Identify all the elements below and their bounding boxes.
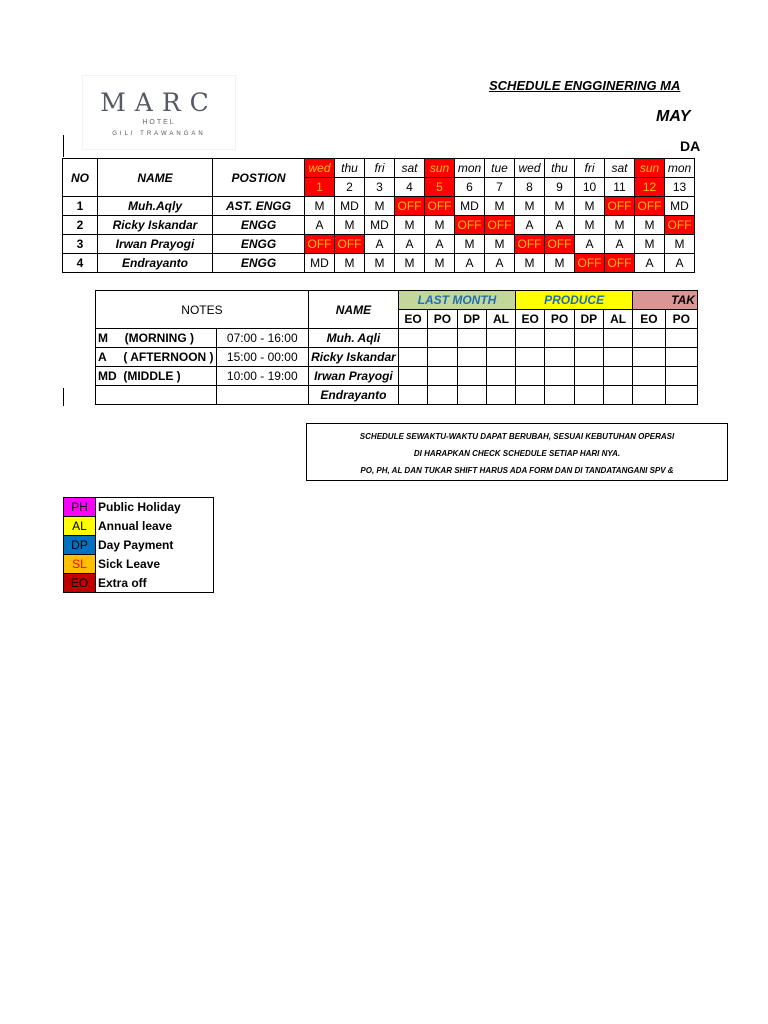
notes-header: NOTES: [96, 291, 309, 329]
shift-cell[interactable]: M: [515, 254, 545, 273]
day-name-cell[interactable]: fri: [365, 159, 395, 178]
shift-cell[interactable]: M: [605, 216, 635, 235]
cell-border-mark: [63, 135, 64, 157]
shift-cell[interactable]: MD: [665, 197, 695, 216]
summary-cell[interactable]: [486, 386, 515, 405]
employee-name-cell[interactable]: Irwan Prayogi: [98, 235, 213, 254]
legend-row: [64, 517, 214, 536]
shift-cell[interactable]: OFF: [605, 197, 635, 216]
summary-cell[interactable]: [428, 367, 457, 386]
shift-cell[interactable]: A: [635, 254, 665, 273]
legend-code: AL: [64, 517, 96, 536]
summary-cell[interactable]: [633, 386, 665, 405]
shift-cell[interactable]: MD: [335, 197, 365, 216]
summary-cell[interactable]: [457, 386, 486, 405]
legend-label: Annual leave: [98, 519, 173, 533]
summary-cell[interactable]: [486, 367, 515, 386]
day-number-cell[interactable]: 12: [635, 178, 665, 197]
shift-cell[interactable]: M: [485, 235, 515, 254]
schedule-table: [62, 158, 695, 273]
summary-cell[interactable]: [398, 329, 427, 348]
subcol-header: PO: [545, 310, 574, 329]
legend-label: Sick Leave: [98, 557, 161, 571]
subcol-header: DP: [574, 310, 603, 329]
schedule-row: [63, 216, 695, 235]
employee-name-cell[interactable]: Ricky Iskandar: [98, 216, 213, 235]
notes-row: [96, 348, 698, 367]
shift-cell[interactable]: A: [545, 216, 575, 235]
notes-group-row: [96, 291, 698, 310]
day-number-cell[interactable]: 10: [575, 178, 605, 197]
shift-label: (MIDDLE ): [123, 369, 181, 383]
shift-cell[interactable]: OFF: [635, 197, 665, 216]
shift-cell[interactable]: A: [575, 235, 605, 254]
row-number-cell[interactable]: 2: [63, 216, 98, 235]
summary-cell[interactable]: [516, 367, 545, 386]
shift-time-cell[interactable]: [216, 386, 308, 405]
shift-cell[interactable]: M: [365, 197, 395, 216]
month-title: MAY: [656, 108, 691, 125]
shift-cell[interactable]: MD: [365, 216, 395, 235]
shift-cell[interactable]: M: [545, 254, 575, 273]
summary-cell[interactable]: [428, 386, 457, 405]
summary-cell[interactable]: [545, 329, 574, 348]
schedule-row: [63, 197, 695, 216]
shift-cell[interactable]: OFF: [545, 235, 575, 254]
notes-row: [96, 329, 698, 348]
subcol-header: PO: [428, 310, 457, 329]
shift-code: A: [98, 350, 107, 364]
shift-cell[interactable]: OFF: [395, 197, 425, 216]
shift-cell[interactable]: M: [395, 216, 425, 235]
shift-definition-cell[interactable]: [96, 348, 217, 367]
day-number-cell[interactable]: 5: [425, 178, 455, 197]
shift-cell[interactable]: M: [575, 216, 605, 235]
summary-cell[interactable]: [398, 348, 427, 367]
day-name-cell[interactable]: sun: [425, 159, 455, 178]
summary-cell[interactable]: [603, 386, 632, 405]
summary-cell[interactable]: [633, 348, 665, 367]
shift-cell[interactable]: A: [365, 235, 395, 254]
summary-cell[interactable]: [603, 329, 632, 348]
schedule-row: [63, 254, 695, 273]
summary-cell[interactable]: [516, 329, 545, 348]
shift-cell[interactable]: M: [545, 197, 575, 216]
summary-cell[interactable]: [665, 329, 697, 348]
legend-code: DP: [64, 536, 96, 555]
summary-cell[interactable]: [603, 367, 632, 386]
shift-cell[interactable]: M: [665, 235, 695, 254]
summary-cell[interactable]: [428, 348, 457, 367]
legend-row: [64, 498, 214, 517]
summary-cell[interactable]: [545, 386, 574, 405]
day-name-cell[interactable]: wed: [305, 159, 335, 178]
shift-time-cell[interactable]: 10:00 - 19:00: [216, 367, 308, 386]
shift-cell[interactable]: OFF: [575, 254, 605, 273]
shift-cell[interactable]: A: [395, 235, 425, 254]
shift-cell[interactable]: M: [395, 254, 425, 273]
summary-cell[interactable]: [574, 386, 603, 405]
shift-cell[interactable]: M: [425, 254, 455, 273]
day-name-cell[interactable]: sat: [395, 159, 425, 178]
shift-cell[interactable]: M: [575, 197, 605, 216]
day-name-cell[interactable]: mon: [665, 159, 695, 178]
day-name-cell[interactable]: mon: [455, 159, 485, 178]
position-cell[interactable]: ENGG: [213, 254, 305, 273]
shift-cell[interactable]: M: [305, 197, 335, 216]
shift-label: ( AFTERNOON ): [123, 350, 214, 364]
shift-cell[interactable]: OFF: [335, 235, 365, 254]
legend-row: [64, 555, 214, 574]
legend-code: EO: [64, 574, 96, 593]
summary-cell[interactable]: [457, 367, 486, 386]
subcol-header: AL: [603, 310, 632, 329]
summary-cell[interactable]: [457, 329, 486, 348]
subcol-header: EO: [633, 310, 665, 329]
schedule-header-row: [63, 159, 695, 178]
shift-cell[interactable]: M: [335, 216, 365, 235]
shift-cell[interactable]: M: [425, 216, 455, 235]
shift-cell[interactable]: A: [305, 216, 335, 235]
shift-cell[interactable]: A: [665, 254, 695, 273]
summary-cell[interactable]: [665, 367, 697, 386]
name-header: NAME: [98, 159, 213, 197]
shift-definition-cell[interactable]: [96, 386, 217, 405]
logo-location-text: GILI TRAWANGAN: [112, 131, 206, 137]
day-number-cell[interactable]: 11: [605, 178, 635, 197]
shift-cell[interactable]: M: [635, 216, 665, 235]
employee-name-cell[interactable]: Muh.Aqly: [98, 197, 213, 216]
summary-cell[interactable]: [545, 367, 574, 386]
legend-table: [63, 497, 214, 593]
shift-cell[interactable]: OFF: [605, 254, 635, 273]
summary-cell[interactable]: [486, 329, 515, 348]
day-number-cell[interactable]: 8: [515, 178, 545, 197]
shift-cell[interactable]: A: [455, 254, 485, 273]
subcol-header: EO: [516, 310, 545, 329]
page-title: SCHEDULE ENGGINERING MA: [489, 78, 681, 93]
shift-cell[interactable]: OFF: [515, 235, 545, 254]
day-name-cell[interactable]: tue: [485, 159, 515, 178]
shift-cell[interactable]: OFF: [455, 216, 485, 235]
legend-code: PH: [64, 498, 96, 517]
day-number-cell[interactable]: 2: [335, 178, 365, 197]
day-name-cell[interactable]: sun: [635, 159, 665, 178]
subcol-header: DP: [457, 310, 486, 329]
summary-cell[interactable]: [398, 367, 427, 386]
day-number-cell[interactable]: 13: [665, 178, 695, 197]
taken-header: TAK: [633, 291, 698, 310]
day-name-cell[interactable]: wed: [515, 159, 545, 178]
position-cell[interactable]: ENGG: [213, 235, 305, 254]
notice-line: SCHEDULE SEWAKTU-WAKTU DAPAT BERUBAH, SESUAI KEBUTUHAN OPERASI: [359, 432, 675, 441]
summary-cell[interactable]: [516, 386, 545, 405]
shift-cell[interactable]: MD: [455, 197, 485, 216]
summary-cell[interactable]: [516, 348, 545, 367]
summary-cell[interactable]: [633, 329, 665, 348]
legend-code: SL: [64, 555, 96, 574]
day-number-cell[interactable]: 4: [395, 178, 425, 197]
shift-cell[interactable]: A: [515, 216, 545, 235]
shift-cell[interactable]: M: [515, 197, 545, 216]
shift-cell[interactable]: M: [635, 235, 665, 254]
row-number-cell[interactable]: 3: [63, 235, 98, 254]
summary-cell[interactable]: [486, 348, 515, 367]
shift-time-cell[interactable]: 07:00 - 16:00: [216, 329, 308, 348]
shift-cell[interactable]: OFF: [485, 216, 515, 235]
shift-code: MD: [98, 369, 117, 383]
position-cell[interactable]: ENGG: [213, 216, 305, 235]
shift-time-cell[interactable]: 15:00 - 00:00: [216, 348, 308, 367]
logo-main-text: MARC: [100, 88, 218, 117]
subcol-header: EO: [398, 310, 427, 329]
subcol-header: AL: [486, 310, 515, 329]
summary-cell[interactable]: [633, 367, 665, 386]
notes-summary-table: [95, 290, 698, 405]
shift-cell[interactable]: A: [605, 235, 635, 254]
summary-cell[interactable]: [574, 367, 603, 386]
shift-cell[interactable]: M: [485, 197, 515, 216]
summary-name-cell[interactable]: Ricky Iskandar: [308, 348, 398, 367]
legend-row: [64, 574, 214, 593]
produce-header: PRODUCE: [516, 291, 633, 310]
shift-code: M: [98, 331, 108, 345]
notice-line: DI HARAPKAN CHECK SCHEDULE SETIAP HARI NYA.: [413, 449, 621, 458]
day-number-cell[interactable]: 9: [545, 178, 575, 197]
legend-row: [64, 536, 214, 555]
summary-cell[interactable]: [574, 329, 603, 348]
summary-name-cell[interactable]: Endrayanto: [308, 386, 398, 405]
shift-definition-cell[interactable]: [96, 329, 217, 348]
notes-name-header: NAME: [308, 291, 398, 329]
summary-cell[interactable]: [545, 348, 574, 367]
day-number-cell[interactable]: 6: [455, 178, 485, 197]
shift-cell[interactable]: M: [455, 235, 485, 254]
notes-row: [96, 367, 698, 386]
shift-definition-cell[interactable]: [96, 367, 217, 386]
day-name-cell[interactable]: sat: [605, 159, 635, 178]
shift-cell[interactable]: A: [485, 254, 515, 273]
cell-border-mark: [63, 388, 64, 406]
summary-cell[interactable]: [457, 348, 486, 367]
day-number-cell[interactable]: 3: [365, 178, 395, 197]
summary-cell[interactable]: [398, 386, 427, 405]
summary-cell[interactable]: [665, 348, 697, 367]
logo-sub-text: HOTEL: [142, 119, 176, 126]
notes-row: [96, 386, 698, 405]
position-header: POSTION: [213, 159, 305, 197]
date-header: DA: [680, 138, 701, 154]
shift-cell[interactable]: M: [365, 254, 395, 273]
position-cell[interactable]: AST. ENGG: [213, 197, 305, 216]
summary-name-cell[interactable]: Irwan Prayogi: [308, 367, 398, 386]
day-name-cell[interactable]: fri: [575, 159, 605, 178]
schedule-row: [63, 235, 695, 254]
row-number-cell[interactable]: 1: [63, 197, 98, 216]
summary-cell[interactable]: [603, 348, 632, 367]
day-name-cell[interactable]: thu: [545, 159, 575, 178]
shift-cell[interactable]: A: [425, 235, 455, 254]
shift-cell[interactable]: OFF: [425, 197, 455, 216]
day-number-cell[interactable]: 1: [305, 178, 335, 197]
shift-cell[interactable]: M: [335, 254, 365, 273]
shift-label: (MORNING ): [124, 331, 194, 345]
shift-cell[interactable]: OFF: [305, 235, 335, 254]
legend-label: Public Holiday: [98, 500, 181, 515]
summary-cell[interactable]: [665, 386, 697, 405]
legend-label: Day Payment: [98, 538, 174, 552]
last-month-header: LAST MONTH: [398, 291, 515, 310]
schedule-notice-box: [306, 423, 728, 481]
no-header: NO: [63, 159, 98, 197]
shift-cell[interactable]: OFF: [665, 216, 695, 235]
row-number-cell[interactable]: 4: [63, 254, 98, 273]
legend-label: Extra off: [98, 575, 147, 590]
summary-cell[interactable]: [428, 329, 457, 348]
day-name-cell[interactable]: thu: [335, 159, 365, 178]
summary-name-cell[interactable]: Muh. Aqli: [308, 329, 398, 348]
shift-cell[interactable]: MD: [305, 254, 335, 273]
day-number-cell[interactable]: 7: [485, 178, 515, 197]
employee-name-cell[interactable]: Endrayanto: [98, 254, 213, 273]
notice-line: PO, PH, AL DAN TUKAR SHIFT HARUS ADA FORM DAN DI TANDATANGANI SPV &: [360, 466, 674, 475]
subcol-header: PO: [665, 310, 697, 329]
summary-cell[interactable]: [574, 348, 603, 367]
